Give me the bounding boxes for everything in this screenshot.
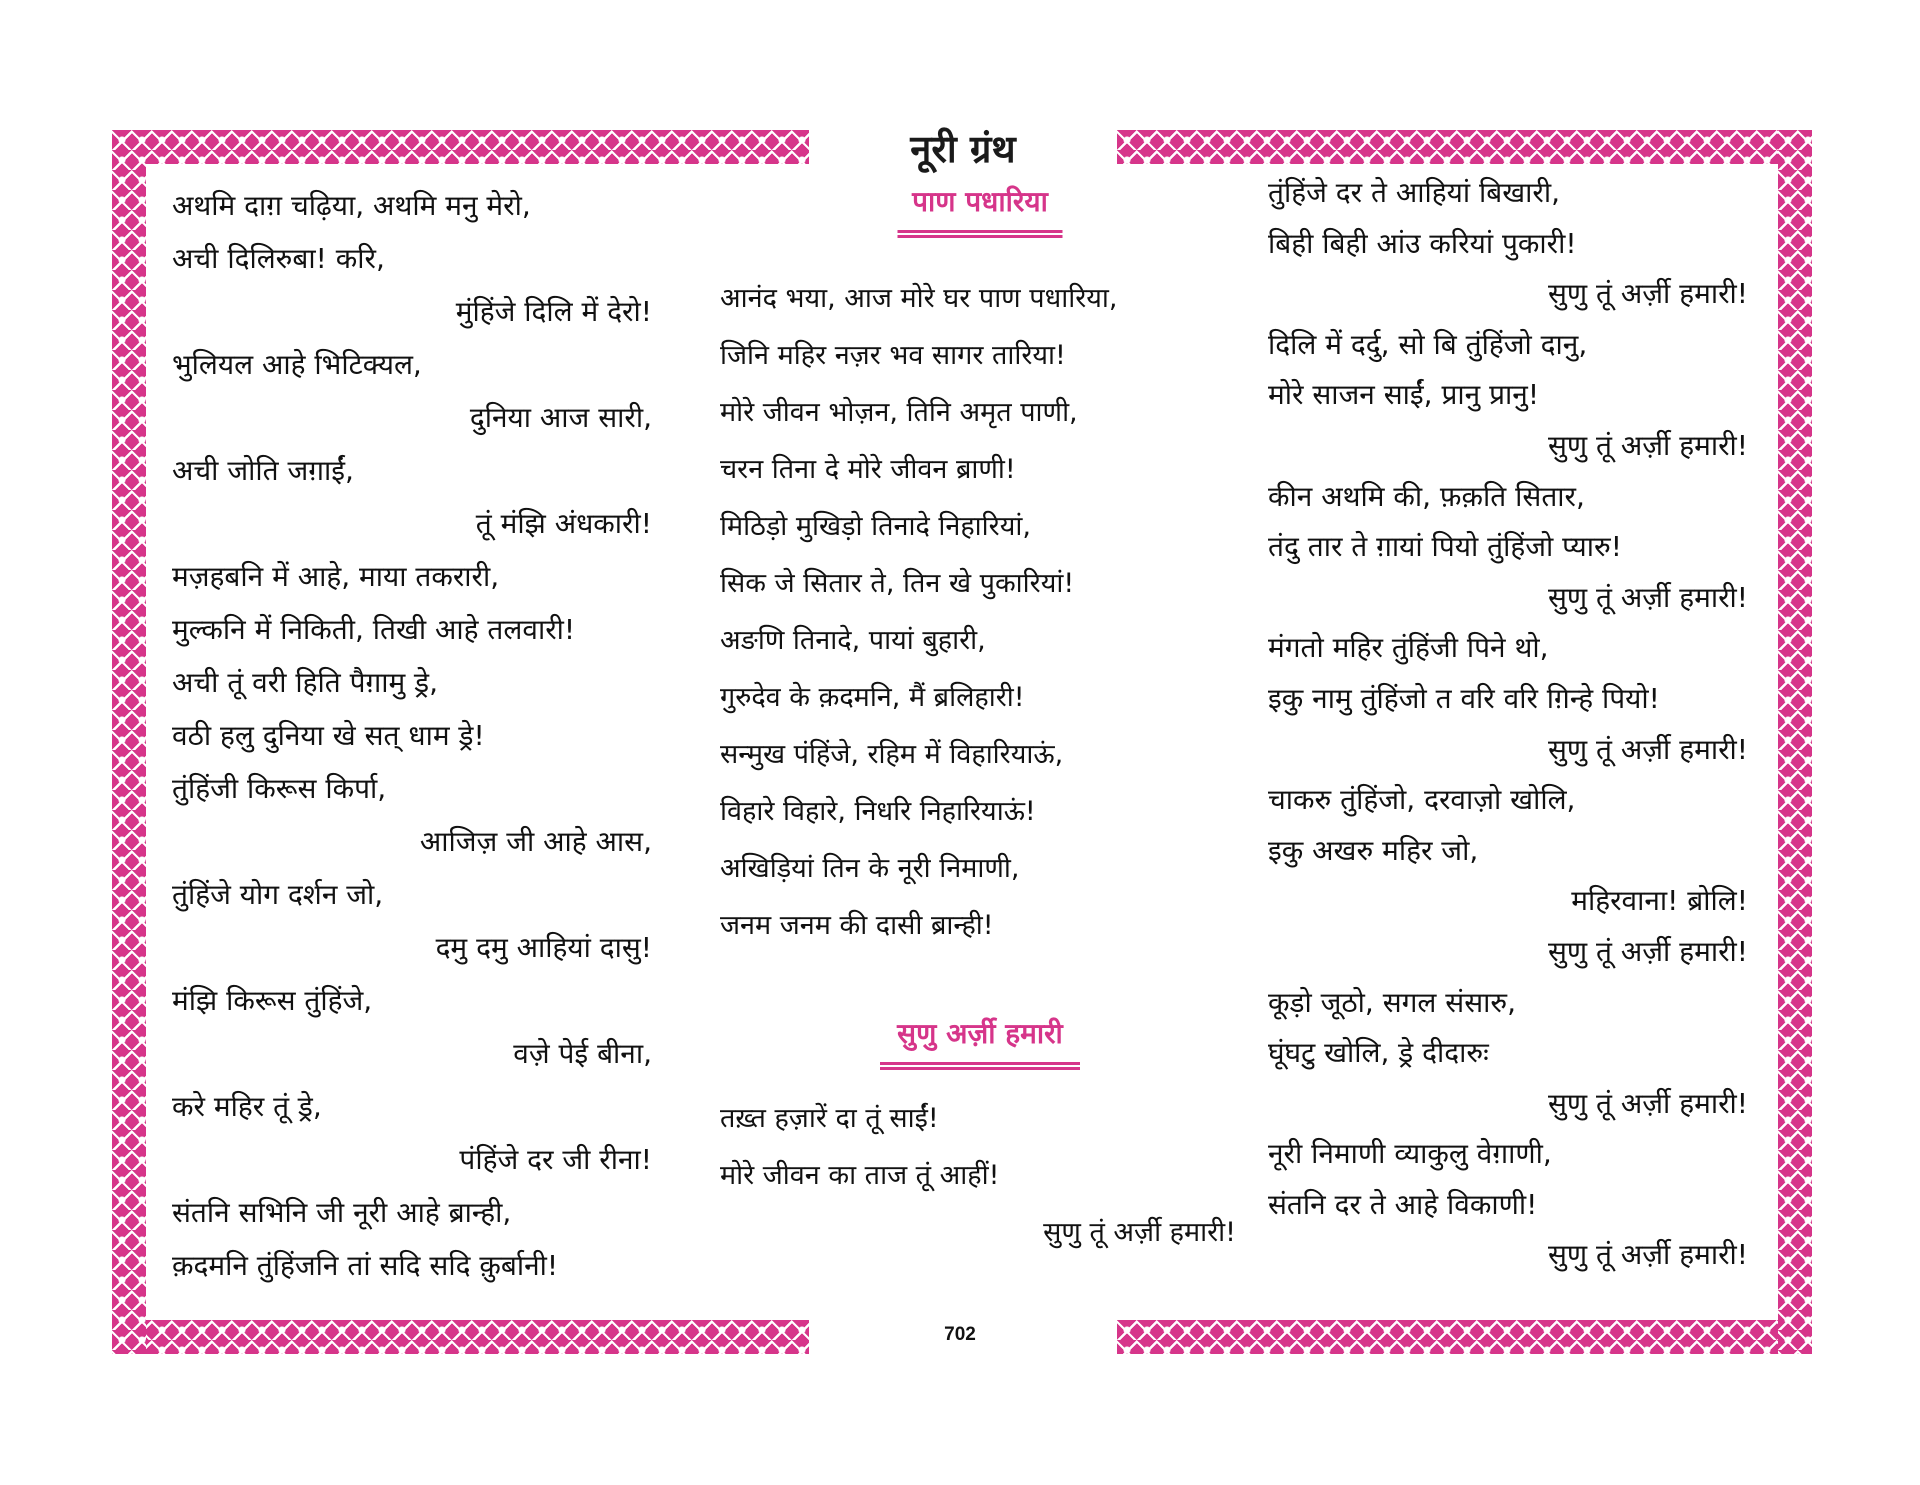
- poem-line: तख़्त हज़ारें दा तूं साईं!: [720, 1103, 939, 1134]
- right-poem-column: [1268, 168, 1748, 1281]
- poem-line: नूरी निमाणी व्याकुलु वेग़ाणी,: [1268, 1137, 1552, 1171]
- poem-line: आजिज़ जी आहे आस,: [419, 825, 652, 858]
- poem-line: सुणु तूं अर्ज़ी हमारी!: [1043, 1217, 1236, 1248]
- poem-line: वज़े पेई बीना,: [513, 1037, 652, 1070]
- poem-line: सुणु तूं अर्ज़ी हमारी!: [1547, 580, 1748, 614]
- section-2-lines: [720, 1092, 1240, 1206]
- poem-line: वठी हलु दुनिया खे सत् धाम ड्रे!: [172, 719, 485, 752]
- poem-line: सुणु तूं अर्ज़ी हमारी!: [1547, 1238, 1748, 1272]
- section-heading-1: पाण पधारिया: [720, 180, 1240, 238]
- poem-line: जनम जनम की दासी ब्रान्ही!: [720, 910, 994, 941]
- decorative-border-right: [1778, 130, 1812, 1354]
- poem-line: मोरे जीवन का ताज तूं आहीं!: [720, 1160, 1000, 1191]
- poem-line: तुंहिंजे योग दर्शन जो,: [172, 878, 384, 911]
- poem-line: इकु अखरु महिर जो,: [1268, 833, 1479, 867]
- poem-line: अखिड़ियां तिन के नूरी निमाणी,: [720, 853, 1020, 884]
- poem-line: अची दिलिरुबा! करि,: [172, 242, 385, 275]
- poem-line: महिरवाना! ब्रोलि!: [1571, 884, 1748, 918]
- poem-line: इकु नामु तुंहिंजो त वरि वरि ग़िन्हे पियो!: [1268, 681, 1660, 715]
- poem-line: सुणु तूं अर्ज़ी हमारी!: [1547, 428, 1748, 462]
- poem-line: गुरुदेव के क़दमनि, मैं ब्रलिहारी!: [720, 682, 1025, 713]
- decorative-border-bottom-left: [112, 1320, 809, 1354]
- left-poem-column: [172, 180, 652, 1293]
- poem-line: पंहिंजे दर जी रीना!: [459, 1143, 652, 1176]
- poem-line: तंदु तार ते ग़ायां पियो तुंहिंजो प्यारु!: [1268, 530, 1623, 564]
- poem-line: मंगतो महिर तुंहिंजी पिने थो,: [1268, 631, 1549, 665]
- poem-line: संतनि सभिनि जी नूरी आहे ब्रान्ही,: [172, 1196, 512, 1229]
- poem-line: अची तूं वरी हिति पैग़ामु ड्रे,: [172, 666, 439, 699]
- poem-line: मुल्कनि में निकिती, तिखी आहे तलवारी!: [172, 613, 576, 646]
- middle-poem-column: [720, 180, 1240, 1263]
- poem-line: भुलियल आहे भिटिक्यल,: [172, 348, 422, 381]
- poem-line: कीन अथमि की, फ़क़ति सितार,: [1268, 479, 1585, 513]
- poem-line: अथमि दाग़ चढ़िया, अथमि मनु मेरो,: [172, 189, 531, 222]
- section-1-lines: [720, 272, 1240, 956]
- poem-line: तुंहिंजे दर ते आहियां बिखारी,: [1268, 176, 1560, 209]
- poem-line: मुंहिंजे दिलि में देरो!: [455, 295, 652, 328]
- poem-line: सुणु तूं अर्ज़ी हमारी!: [1547, 277, 1748, 311]
- poem-line: सन्मुख पंहिंजे, रहिम में विहारियाऊं,: [720, 739, 1064, 770]
- decorative-border-left: [112, 130, 146, 1354]
- poem-line: तुंहिंजी किरूस किर्पा,: [172, 772, 387, 805]
- poem-line: दुनिया आज सारी,: [469, 401, 652, 434]
- poem-line: तूं मंझि अंधकारी!: [475, 507, 652, 540]
- poem-line: मोरे जीवन भोज़न, तिनि अमृत पाणी,: [720, 397, 1078, 428]
- poem-line: चाकरु तुंहिंजो, दरवाज़ो खोलि,: [1268, 783, 1576, 817]
- poem-line: क़दमनि तुंहिंजनि तां सदि सदि क़ुर्बानी!: [172, 1249, 559, 1282]
- decorative-border-top-right: [1117, 130, 1812, 164]
- page-number: 702: [944, 1324, 976, 1345]
- decorative-border-bottom-right: [1117, 1320, 1812, 1354]
- poem-line: अङणि तिनादे, पायां बुहारी,: [720, 625, 986, 656]
- poem-line: दमु दमु आहियां दासु!: [435, 931, 652, 964]
- poem-line: सुणु तूं अर्ज़ी हमारी!: [1547, 934, 1748, 968]
- poem-line: मिठिड़ो मुखिड़ो तिनादे निहारियां,: [720, 511, 1031, 542]
- section-heading-2: सुणु अर्ज़ी हमारी: [720, 1012, 1240, 1070]
- decorative-border-top-left: [112, 130, 809, 164]
- poem-line: करे महिर तूं ड्रे,: [172, 1090, 322, 1123]
- poem-line: कूड़ो जूठो, सगल संसारु,: [1268, 985, 1517, 1019]
- poem-line: आनंद भया, आज मोरे घर पाण पधारिया,: [720, 283, 1118, 314]
- poem-line: जिनि महिर नज़र भव सागर तारिया!: [720, 340, 1066, 371]
- poem-line: मज़हबनि में आहे, माया तकरारी,: [172, 560, 500, 593]
- poem-line: घूंघटु खोलि, ड्रे दीदारुः: [1268, 1036, 1489, 1070]
- poem-line: मंझि किरूस तुंहिंजे,: [172, 984, 373, 1017]
- poem-line: सुणु तूं अर्ज़ी हमारी!: [1547, 732, 1748, 766]
- poem-line: दिलि में दर्दु, सो बि तुंहिंजो दानु,: [1268, 327, 1588, 361]
- poem-line: बिही बिही आंउ करियां पुकारी!: [1268, 226, 1577, 260]
- poem-line: चरन तिना दे मोरे जीवन ब्राणी!: [720, 454, 1016, 485]
- page-title: नूरी ग्रंथ: [910, 126, 1016, 171]
- poem-line: सुणु तूं अर्ज़ी हमारी!: [1547, 1086, 1748, 1120]
- poem-line: संतनि दर ते आहे विकाणी!: [1268, 1187, 1538, 1221]
- poem-line: मोरे साजन साईं, प्रानु प्रानु!: [1268, 378, 1540, 412]
- poem-line: विहारे विहारे, निधरि निहारियाऊं!: [720, 796, 1036, 827]
- poem-line: अची जोति जग़ाईं,: [172, 454, 354, 487]
- poem-line: सिक जे सितार ते, तिन खे पुकारियां!: [720, 568, 1075, 599]
